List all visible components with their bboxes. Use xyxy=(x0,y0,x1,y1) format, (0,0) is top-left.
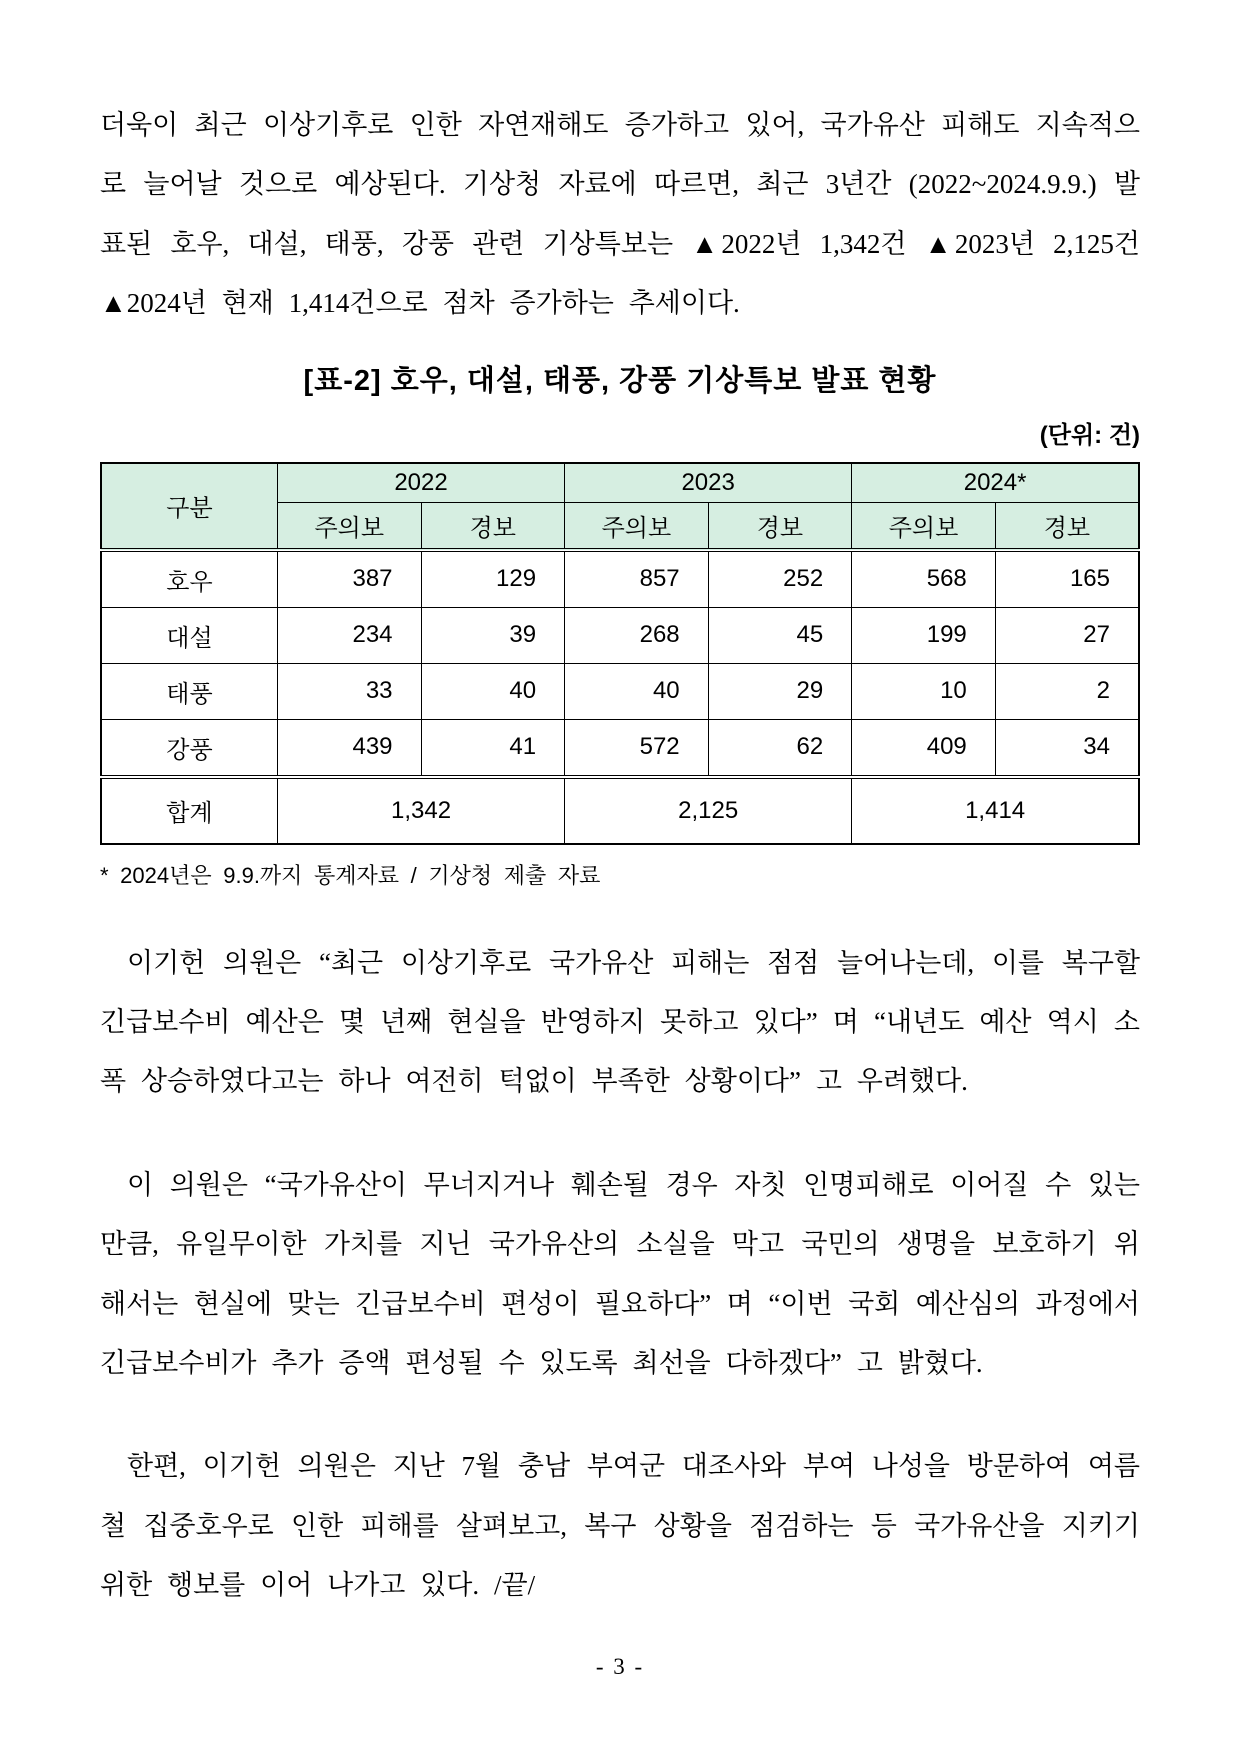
table-footnote: * 2024년은 9.9.까지 통계자료 / 기상청 제출 자료 xyxy=(100,862,601,888)
row-label: 태풍 xyxy=(101,663,277,719)
cell-value: 165 xyxy=(995,550,1139,608)
table-header-category: 구분 xyxy=(101,463,277,550)
cell-value: 33 xyxy=(277,663,421,719)
table-header-advisory: 주의보 xyxy=(277,502,421,550)
cell-value: 129 xyxy=(421,550,565,608)
table-header-advisory: 주의보 xyxy=(565,502,709,550)
cell-value: 568 xyxy=(852,550,996,608)
table-header-warning: 경보 xyxy=(708,502,852,550)
paragraph-closing: 한편, 이기헌 의원은 지난 7월 충남 부여군 대조사와 부여 나성을 방문하여 여름철 집중호우로 인한 피해를 살펴보고, 복구 상황을 점검하는 등 국가유산을 지키기 위한 행보를 이어 나가고 있다. /끝/ xyxy=(100,1451,1140,1601)
table-row-heavy-snow xyxy=(101,607,1139,663)
table-title: [표-2] 호우, 대설, 태풍, 강풍 기상특보 발표 현황 xyxy=(303,364,937,397)
paragraph-quote-budget: 이기헌 의원은 “최근 이상기후로 국가유산 피해는 점점 늘어나는데, 이를 복구할 긴급보수비 예산은 몇 년째 현실을 반영하지 못하고 있다” 며 “내년도 예산 역시 소폭 상승하였다고는 하나 여전히 턱없이 부족한 상황이다” 고 우려했다. xyxy=(100,947,1140,1097)
table-row-strong-wind xyxy=(101,719,1139,777)
cell-value: 27 xyxy=(995,607,1139,663)
row-label: 호우 xyxy=(101,550,277,608)
cell-value: 62 xyxy=(708,719,852,777)
cell-value: 39 xyxy=(421,607,565,663)
table-unit-label: (단위: 건) xyxy=(1039,421,1140,449)
row-label: 강풍 xyxy=(101,719,277,777)
cell-value: 10 xyxy=(852,663,996,719)
cell-value: 45 xyxy=(708,607,852,663)
table-header-year-row xyxy=(101,463,1139,503)
row-label: 대설 xyxy=(101,607,277,663)
cell-value: 40 xyxy=(421,663,565,719)
cell-value: 572 xyxy=(565,719,709,777)
table-total-row xyxy=(101,777,1139,844)
cell-value: 252 xyxy=(708,550,852,608)
cell-value: 34 xyxy=(995,719,1139,777)
table-header-2024: 2024* xyxy=(852,463,1139,503)
table-row-heavy-rain xyxy=(101,550,1139,608)
table-header-2023: 2023 xyxy=(565,463,852,503)
page-number: - 3 - xyxy=(595,1654,645,1679)
table-header-2022: 2022 xyxy=(277,463,564,503)
cell-value: 40 xyxy=(565,663,709,719)
table-row-typhoon xyxy=(101,663,1139,719)
table-header-warning: 경보 xyxy=(995,502,1139,550)
cell-value: 439 xyxy=(277,719,421,777)
cell-value: 29 xyxy=(708,663,852,719)
total-2023: 2,125 xyxy=(565,777,852,844)
total-2024: 1,414 xyxy=(852,777,1139,844)
table-header-warning: 경보 xyxy=(421,502,565,550)
cell-value: 268 xyxy=(565,607,709,663)
paragraph-intro: 더욱이 최근 이상기후로 인한 자연재해도 증가하고 있어, 국가유산 피해도 지속적으로 늘어날 것으로 예상된다. 기상청 자료에 따르면, 최근 3년간 (2022~2024.9.9.) 발표된 호우, 대설, 태풍, 강풍 관련 기상특보는 ▲2022년 1,342건 ▲2023년 2,125건 ▲2024년 현재 1,414건으로 점차 증가하는 추세이다. xyxy=(100,110,1140,319)
paragraph-quote-safety: 이 의원은 “국가유산이 무너지거나 훼손될 경우 자칫 인명피해로 이어질 수 있는 만큼, 유일무이한 가치를 지닌 국가유산의 소실을 막고 국민의 생명을 보호하기 위해서는 현실에 맞는 긴급보수비 편성이 필요하다” 며 “이번 국회 예산심의 과정에서 긴급보수비가 추가 증액 편성될 수 있도록 최선을 다하겠다” 고 밝혔다. xyxy=(100,1169,1140,1378)
cell-value: 387 xyxy=(277,550,421,608)
table-header-advisory: 주의보 xyxy=(852,502,996,550)
cell-value: 199 xyxy=(852,607,996,663)
cell-value: 409 xyxy=(852,719,996,777)
total-label: 합계 xyxy=(101,777,277,844)
weather-warning-table xyxy=(100,462,1140,845)
total-2022: 1,342 xyxy=(277,777,564,844)
cell-value: 857 xyxy=(565,550,709,608)
cell-value: 234 xyxy=(277,607,421,663)
cell-value: 2 xyxy=(995,663,1139,719)
cell-value: 41 xyxy=(421,719,565,777)
